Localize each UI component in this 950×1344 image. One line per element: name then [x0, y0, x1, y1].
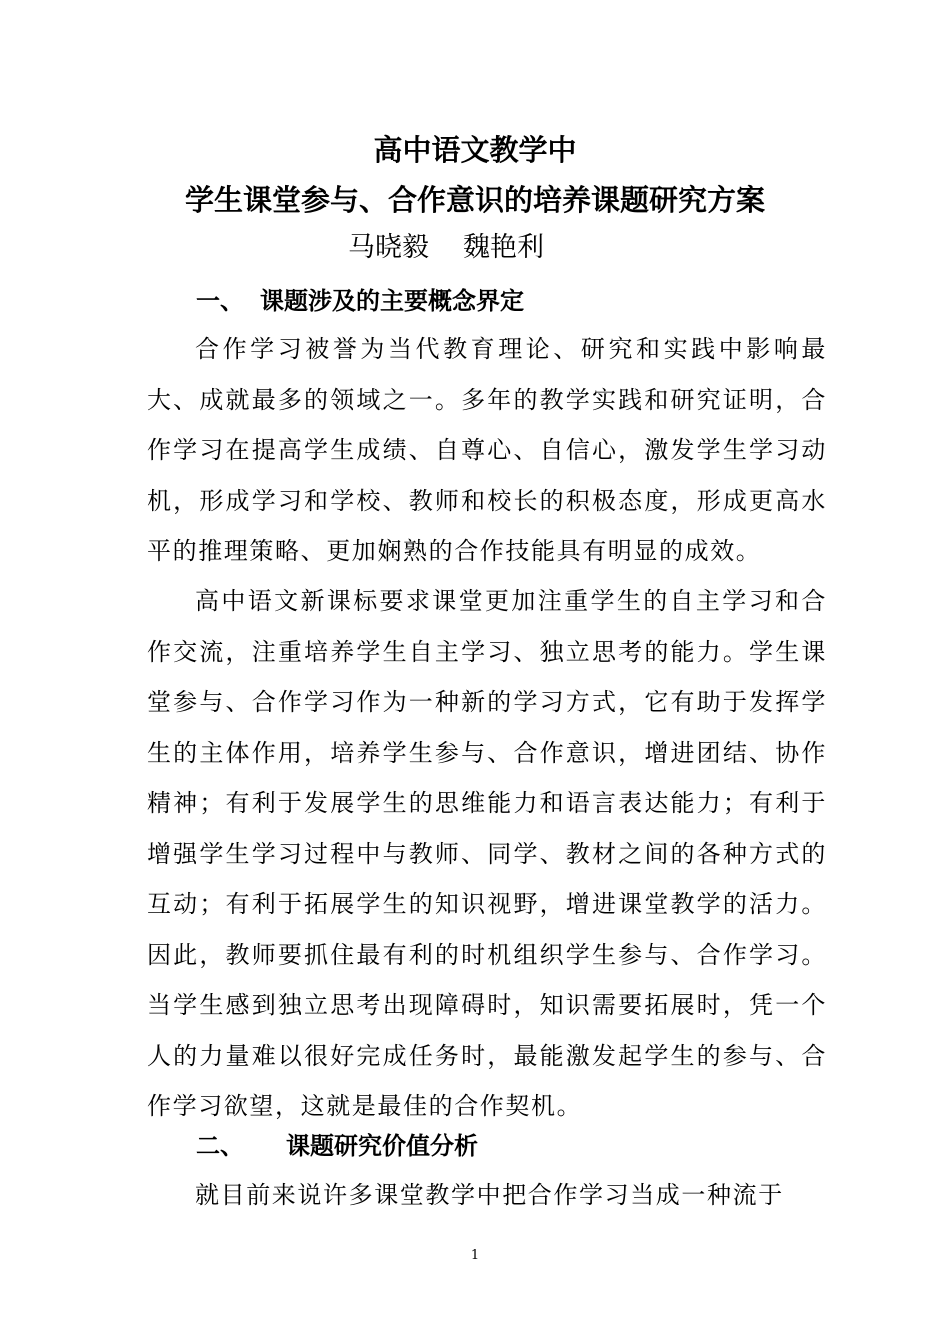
author-1: 马晓毅: [348, 232, 429, 263]
section-1-paragraph-1: 合作学习被誉为当代教育理论、研究和实践中影响最大、成就最多的领域之一。多年的教学实践和研究证明，合作学习在提高学生成绩、自尊心、自信心，激发学生学习动机，形成学习和学校、教师和校长的积极态度，形成更高水平的推理策略、更加娴熟的合作技能具有明显的成效。: [147, 335, 827, 565]
document-title-line-2: 学生课堂参与、合作意识的培养课题研究方案: [184, 183, 765, 217]
section-title-1: 课题涉及的主要概念界定: [260, 287, 524, 315]
authors: [348, 228, 544, 268]
section-heading-2: [196, 1128, 478, 1164]
page-number: 1: [470, 1248, 480, 1263]
section-title-2: 课题研究价值分析: [286, 1132, 478, 1160]
section-heading-1: [196, 283, 524, 319]
section-2-paragraph-1: 就目前来说许多课堂教学中把合作学习当成一种流于: [195, 1181, 784, 1209]
author-2: 魏艳利: [463, 232, 544, 263]
document-title-line-1: 高中语文教学中: [373, 133, 577, 167]
section-1-paragraph-2: 高中语文新课标要求课堂更加注重学生的自主学习和合作交流，注重培养学生自主学习、独立思考的能力。学生课堂参与、合作学习作为一种新的学习方式，它有助于发挥学生的主体作用，培养学生参与、合作意识，增进团结、协作精神；有利于发展学生的思维能力和语言表达能力；有利于增强学生学习过程中与教师、同学、教材之间的各种方式的互动；有利于拓展学生的知识视野，增进课堂教学的活力。因此，教师要抓住最有利的时机组织学生参与、合作学习。当学生感到独立思考出现障碍时，知识需要拓展时，凭一个人的力量难以很好完成任务时，最能激发起学生的参与、合作学习欲望，这就是最佳的合作契机。: [147, 587, 827, 1120]
section-number-2: 二、: [196, 1132, 244, 1160]
section-number-1: 一、: [196, 287, 244, 315]
